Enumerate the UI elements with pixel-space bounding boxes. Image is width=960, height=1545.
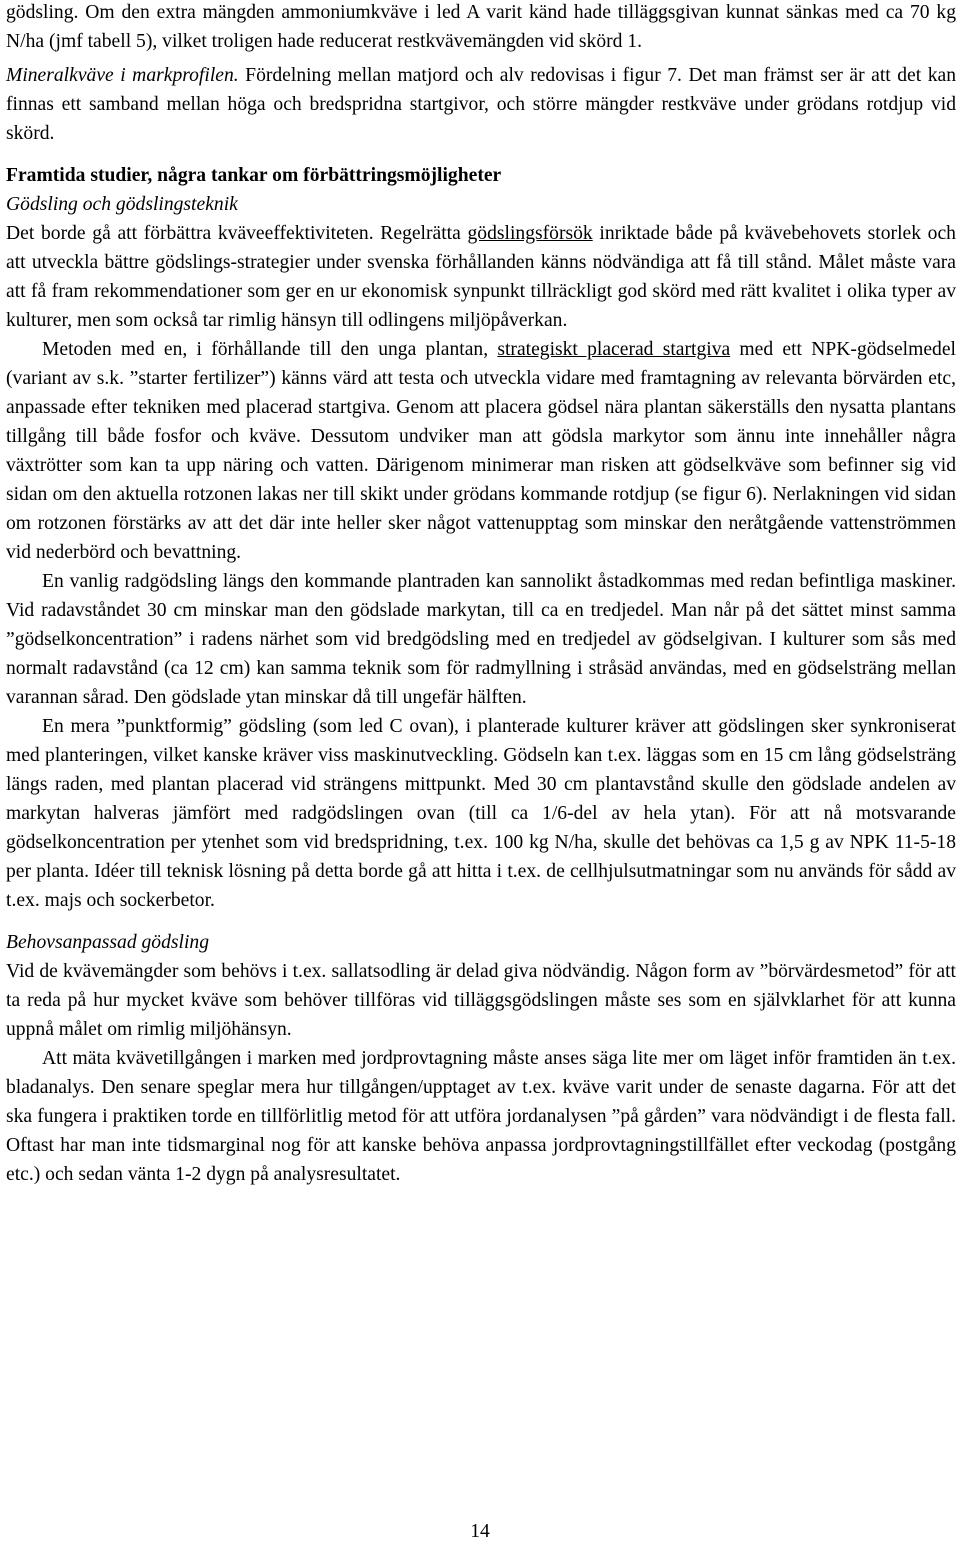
document-page (6, 0, 956, 1189)
subsection-heading-demand: Behovsanpassad gödsling (6, 932, 210, 953)
paragraph-split-dose: Vid de kvävemängder som behövs i t.ex. sallatsodling är delad giva nödvändig. Någon form av ”börvärdesmetod” för att ta reda på hur mycket kväve som behöver tillföras vid tilläggsgödslingen måste ses som en självklarhet för att kunna uppnå målet om rimlig miljöhänsyn. (6, 961, 956, 1040)
mineral-nitrogen-text: Fördelning mellan matjord och alv redovisas i figur 7. Det man främst ser är att det kan finnas ett samband mellan höga och bredspridna startgivor, och större mängder restkväve under grödans rotdjup vid skörd. (6, 65, 956, 144)
paragraph-efficiency-text-a: Det borde gå att förbättra kväveeffektiviteten. Regelrätta (6, 223, 468, 244)
paragraph-continuation-text: gödsling. Om den extra mängden ammoniumkväve i led A varit känd hade tilläggsgivan kunnat sänkas med ca 70 kg N/ha (jmf tabell 5), vilket troligen hade reducerat restkvävemängden vid skörd 1. (6, 2, 956, 52)
paragraph-starter-dose (6, 335, 956, 567)
paragraph-starter-text-a: Metoden med en, i förhållande till den unga plantan, (42, 339, 498, 360)
paragraph-continuation (6, 0, 956, 56)
paragraph-efficiency (6, 219, 956, 335)
paragraph-mineral-nitrogen (6, 61, 956, 148)
paragraph-point-fertilization: En mera ”punktformig” gödsling (som led C ovan), i planterade kulturer kräver att gödslingen sker synkroniserat med planteringen, vilket kanske kräver viss maskinutveckling. Gödseln kan t.ex. läggas som en 15 cm lång gödselsträng längs raden, med plantan placerad vid strängens mittpunkt. Med 30 cm plantavstånd skulle den gödslade andelen av markytan halveras jämfört med radgödslingen ovan (till ca 1/6-del av hela ytan). För att nå motsvarande gödselkoncentration per ytenhet som vid bredspridning, t.ex. 100 kg N/ha, skulle det behövas ca 1,5 g av NPK 11-5-18 per planta. Idéer till teknisk lösning på detta borde gå att hitta i t.ex. de cellhjulsutmatningar som nu används för sådd av t.ex. majs och sockerbetor. (6, 716, 956, 911)
paragraph-efficiency-text-b: inriktade både på kvävebehovets storlek och att utveckla bättre gödslings-strategier under svenska förhållanden känns nödvändiga att få till stånd. Målet måste vara att få fram rekommendationer som ger en ur ekonomisk synpunkt tillräckligt god skörd med rätt kvalitet i olika typer av kulturer, men som också tar rimlig hänsyn till odlingens miljöpåverkan. (6, 223, 956, 331)
paragraph-row-fertilization: En vanlig radgödsling längs den kommande plantraden kan sannolikt åstadkommas med redan befintliga maskiner. Vid radavståndet 30 cm minskar man den gödslade markytan, till ca en tredjedel. Man når på det sättet minst samma ”gödselkoncentration” i radens närhet som vid bredgödsling med en tredjedel av gödselgivan. I kulturer som sås med normalt radavstånd (ca 12 cm) kan samma teknik som för radmyllning i stråsäd användas, med en gödselsträng mellan varannan sårad. Den gödslade ytan minskar då till ungefär hälften. (6, 571, 956, 708)
mineral-nitrogen-lead: Mineralkväve i markprofilen. (6, 65, 239, 86)
paragraph-starter-text-b: med ett NPK-gödselmedel (variant av s.k. ”starter fertilizer”) känns värd att testa och utveckla vidare med framtagning av relevanta börvärden etc, anpassade efter tekniken med placerad startgiva. Genom att placera gödsel nära plantan säkerställs den nysatta plantans tillgång till både fosfor och kväve. Dessutom undviker man att gödsla markytor som ännu inte innehåller några växtrötter som kan ta upp näring och vatten. Därigenom minimerar man risken att gödselkväve som befinner sig vid sidan om den aktuella rotzonen lakas ner till skikt under grödans kommande rotdjup (se figur 6). Nerlakningen vid sidan om rotzonen förstärks av att det där inte heller sker något vattenupptag som minskar den neråtgående vattenströmmen vid nederbörd och bevattning. (6, 339, 956, 563)
section-heading: Framtida studier, några tankar om förbättringsmöjligheter (6, 165, 502, 186)
page-number: 14 (470, 1521, 490, 1542)
link-strategic-starter-dose[interactable]: strategiskt placerad startgiva (497, 339, 731, 360)
subsection-heading-fertilization: Gödsling och gödslingsteknik (6, 194, 238, 215)
link-fertilization-trials[interactable]: gödslingsförsök (467, 223, 593, 244)
paragraph-soil-sampling: Att mäta kvävetillgången i marken med jordprovtagning måste anses säga lite mer om läget inför framtiden än t.ex. bladanalys. Den senare speglar mera hur tillgången/upptaget av t.ex. kväve varit under de senaste dagarna. För att det ska fungera i praktiken torde en tillförlitlig metod för att utföra jordanalysen ”på gården” vara nödvändigt i de flesta fall. Oftast har man inte tidsmarginal nog för att kanske behöva anpassa jordprovtagningstillfället efter veckodag (postgång etc.) och sedan vänta 1-2 dygn på analysresultatet. (6, 1048, 956, 1185)
